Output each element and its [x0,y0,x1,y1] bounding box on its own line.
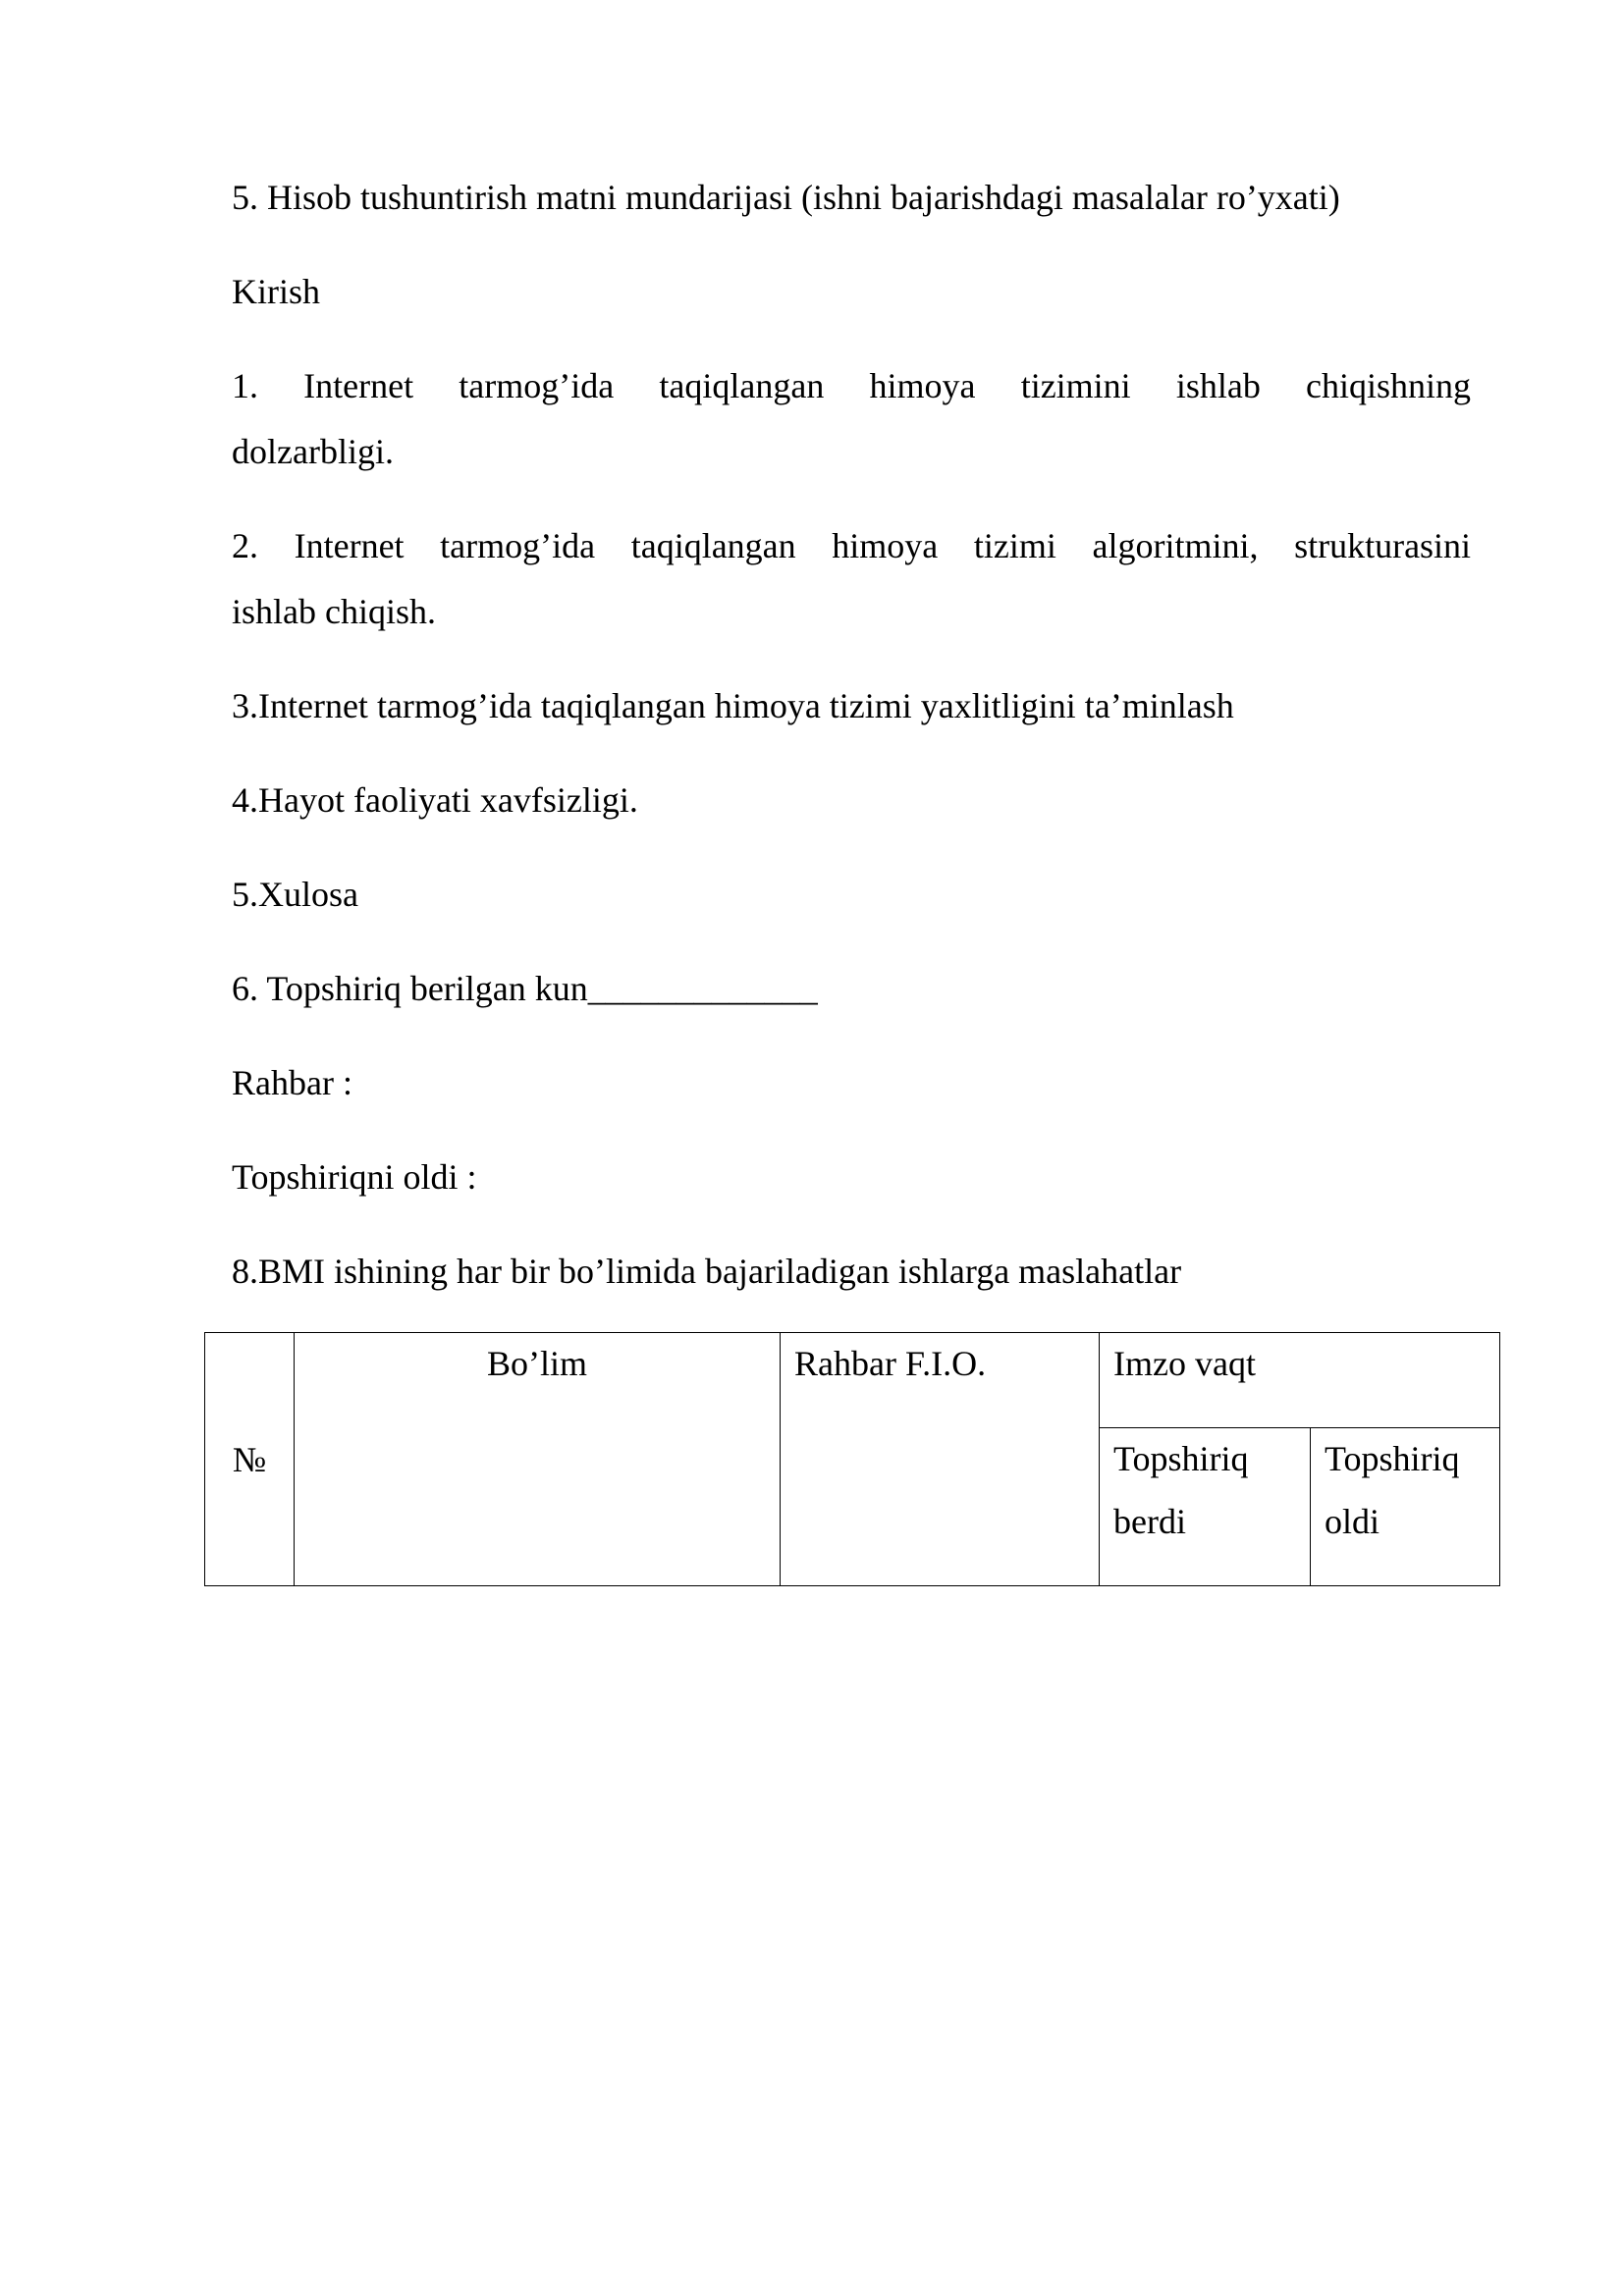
intro-heading: Kirish [232,272,320,311]
recipient-label: Topshiriqni oldi : [232,1157,477,1197]
list-item-1-word: ishlab [1175,366,1261,405]
subheader-task-received [1311,1428,1500,1586]
list-item-2-word: tizimi [973,526,1056,565]
header-section [295,1333,781,1586]
list-item-1-line2: dolzarbligi. [232,432,394,471]
table-header-row [205,1333,1500,1428]
section-5-heading: 5. Hisob tushuntirish matni mundarijasi (ishni bajarishdagi masalalar ro’yxati) [232,178,1340,217]
list-item-1-word: Internet [303,366,414,405]
subheader-task-received-line2: oldi [1325,1502,1380,1541]
header-supervisor-label: Rahbar F.I.O. [794,1344,987,1383]
list-item-2-word: Internet [294,526,405,565]
header-number: № [205,1333,295,1586]
subheader-task-given-line1: Topshiriq [1113,1439,1249,1478]
list-item-5: 5.Xulosa [232,875,358,914]
list-item-1-number: 1. [232,366,258,405]
header-signature-time-label: Imzo vaqt [1113,1344,1256,1383]
subheader-task-received-line1: Topshiriq [1325,1439,1460,1478]
assignment-date-line: 6. Topshiriq berilgan kun_____________ [232,969,818,1008]
list-item-1-word: himoya [869,366,976,405]
list-item-4: 4.Hayot faoliyati xavfsizligi. [232,780,638,820]
list-item-1-line1 [232,353,1471,418]
list-item-2-line1 [232,513,1471,578]
list-item-2-number: 2. [232,526,258,565]
list-item-2-word: himoya [832,526,939,565]
supervisor-label: Rahbar : [232,1063,352,1102]
list-item-2-word: tarmog’ida [440,526,596,565]
list-item-2-word: algoritmini, [1092,526,1259,565]
list-item-2-word: taqiqlangan [630,526,796,565]
header-signature-time [1100,1333,1500,1428]
header-section-label: Bo’lim [486,1344,587,1383]
list-item-1-word: taqiqlangan [659,366,825,405]
subheader-task-given [1100,1428,1311,1586]
list-item-3: 3.Internet tarmog’ida taqiqlangan himoya tizimi yaxlitligini ta’minlash [232,686,1234,725]
list-item-1-word: tarmog’ida [459,366,615,405]
list-item-2-line2: ishlab chiqish. [232,592,436,631]
advice-table [204,1332,1500,1586]
list-item-2-word: strukturasini [1294,526,1472,565]
header-supervisor [781,1333,1100,1586]
list-item-1-word: chiqishning [1306,366,1472,405]
section-8-heading: 8.BMI ishining har bir bo’limida bajariladigan ishlarga maslahatlar [232,1252,1182,1291]
subheader-task-given-line2: berdi [1113,1502,1186,1541]
list-item-1-word: tizimini [1020,366,1131,405]
